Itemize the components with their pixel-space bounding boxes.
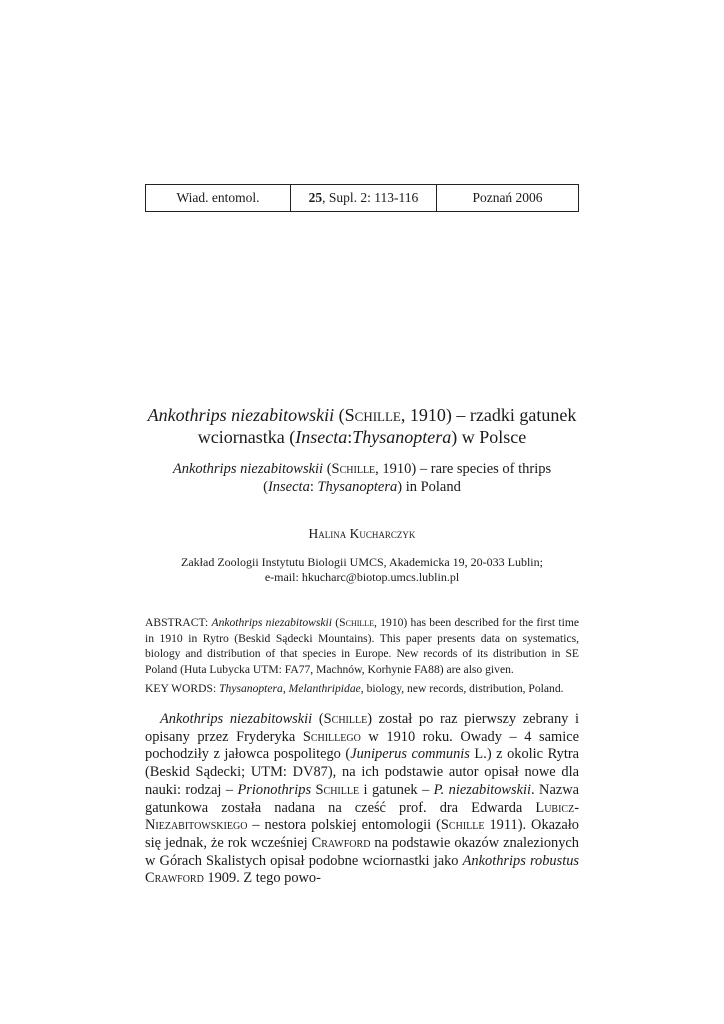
title-pl-species: Ankothrips niezabitowskii <box>147 405 335 425</box>
title-english: Ankothrips niezabitowskii (Schille, 1910) – rare species of thrips (Insecta: Thysanoptera) in Poland <box>172 461 552 495</box>
journal-header-box <box>145 184 579 212</box>
volume-pages <box>291 185 437 211</box>
place-year: Poznań 2006 <box>472 190 543 205</box>
body-paragraph: Ankothrips niezabitowskii (Schille) został po raz pierwszy zebrany i opisany przez Fryderyka Schillego w 1910 roku. Owady – 4 samice pochodziły z jałowca pospolitego (Juniperus communis L.) z okolic Rytra (Beskid Sądecki; UTM: DV87), na ich podstawie autor opisał nowe dla nauki: rodzaj – Prionothrips Schille i gatunek – P. niezabitowskii. Nazwa gatunkowa została nadana na cześć prof. dra Edwarda Lubicz-Niezabitowskiego – nestora polskiej entomologii (Schille 1911). Okazało się jednak, że rok wcześniej Crawford na podstawie okazów znalezionych w Górach Skalistych opisał podobne wciornastki jako Ankothrips robustus Crawford 1909. Z tego powo- <box>145 711 580 887</box>
supplement-pages: , Supl. 2: 113-116 <box>322 190 419 205</box>
affiliation-email: e-mail: hkucharc@biotop.umcs.lublin.pl <box>264 570 460 584</box>
title-pl-author: Schille <box>344 405 401 425</box>
author-name: Halina Kucharczyk <box>308 526 416 541</box>
keywords-label: KEY WORDS: <box>145 682 220 695</box>
title-en-species: Ankothrips niezabitowskii <box>172 461 324 477</box>
title-polish: Ankothrips niezabitowskii (Schille, 1910) – rzadki gatunek wciornastka (Insecta:Thysanoptera) w Polsce <box>147 405 577 447</box>
journal-name: Wiad. entomol. <box>146 185 291 211</box>
affiliation-address: Zakład Zoologii Instytutu Biologii UMCS, Akademicka 19, 20-033 Lublin; <box>181 555 543 569</box>
affiliation <box>0 555 724 585</box>
abstract-label: ABSTRACT: <box>145 616 212 629</box>
title-en-author: Schille <box>331 461 376 477</box>
key-words: KEY WORDS: Thysanoptera, Melanthripidae, biology, new records, distribution, Poland. <box>145 682 564 695</box>
volume-number: 25 <box>308 190 323 205</box>
abstract: ABSTRACT: Ankothrips niezabitowskii (Schille, 1910) has been described for the first time in 1910 in Rytro (Beskid Sądecki Mountains). This paper presents data on systematics, biology and distribution of that species in Europe. New records of its distribution in SE Poland (Huta Lubycka UTM: FA77, Machnów, Korhynie FA88) are also given. <box>145 616 579 676</box>
